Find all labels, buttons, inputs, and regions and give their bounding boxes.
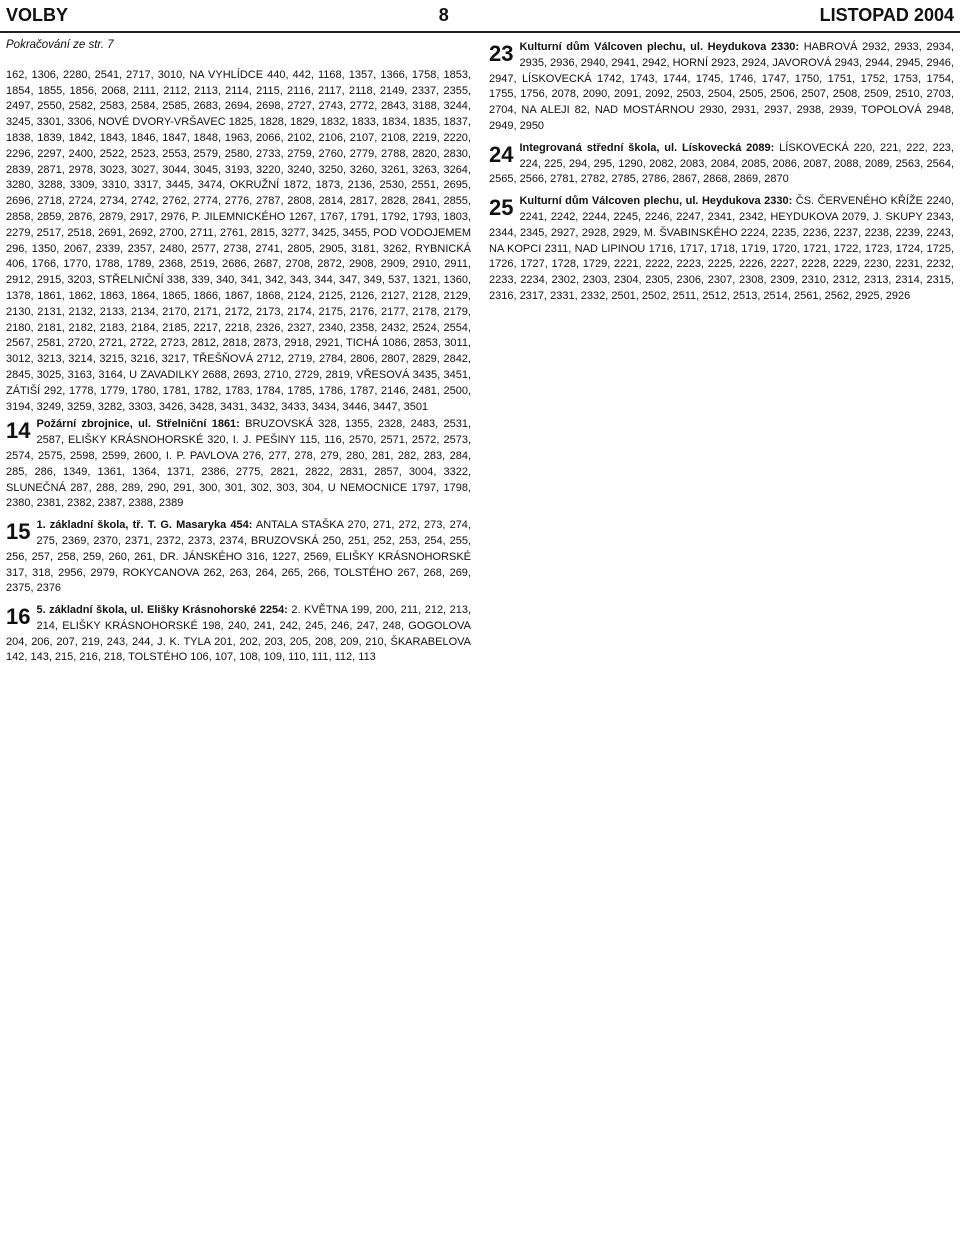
district-number: 25 xyxy=(489,195,514,221)
district-streets: HABROVÁ 2932, 2933, 2934, 2935, 2936, 2940, 2941, 2942, HORNÍ 2923, 2924, JAVOROVÁ 2943, 2944, 2945, 2946, 2947, LÍSKOVECKÁ 1742, 1743, 1744, 1745, 1746, 1747, 1750, 1751, 1752, 1753, 1754, 1755, 1756, 2078, 2090, 2091, 2092, 2503, 2504, 2505, 2506, 2507, 2508, 2509, 2510, 2703, 2704, NA ALEJI 82, NAD MOSTÁRNOU 2930, 2931, 2937, 2938, 2939, TOPOLOVÁ 2948, 2949, 2950 xyxy=(489,41,954,132)
district-number: 14 xyxy=(6,418,31,444)
district-streets: 2. KVĚTNA 199, 200, 211, 212, 213, 214, ELIŠKY KRÁSNOHORSKÉ 198, 240, 241, 242, 245, 246, 247, 248, GOGOLOVA 204, 206, 207, 219, 243, 244, J. K. TYLA 201, 202, 203, 205, 208, 209, 210, ŠKARABELOVA 142, 143, 215, 216, 218, TOLSTÉHO 106, 107, 108, 109, 110, 111, 112, 113 xyxy=(6,604,471,664)
header-page-number: 8 xyxy=(438,5,449,25)
polling-station-name: Kulturní dům Válcoven plechu, ul. Heydukova 2330: xyxy=(519,41,800,53)
district-number: 15 xyxy=(6,519,31,545)
continuation-text xyxy=(6,68,471,416)
district-streets: ANTALA STAŠKA 270, 271, 272, 273, 274, 275, 2369, 2370, 2371, 2372, 2373, 2374, BRUZOVSKÁ 250, 251, 252, 253, 254, 255, 256, 257, 258, 259, 260, 261, DR. JÁNSKÉHO 316, 1227, 2569, ELIŠKY KRÁSNOHORSKÉ 317, 318, 2956, 2979, ROKYCANOVA 262, 263, 264, 265, 266, TOLSTÉHO 267, 268, 269, 2375, 2376 xyxy=(6,519,471,595)
district-block xyxy=(489,141,954,188)
polling-station-name: Požární zbrojnice, ul. Střelniční 1861: xyxy=(36,418,240,431)
left-district-list xyxy=(6,417,471,666)
continuation-note: Pokračování ze str. 7 xyxy=(6,39,114,51)
district-block xyxy=(6,603,471,666)
district-number: 24 xyxy=(489,141,514,167)
header-section-title: VOLBY xyxy=(6,5,69,25)
page-header xyxy=(0,0,960,31)
polling-station-name: Integrovaná střední škola, ul. Lískovecká 2089: xyxy=(519,141,775,154)
polling-station-name: Kulturní dům Válcoven plechu, ul. Heydukova 2330: xyxy=(519,195,793,208)
district-streets: ČS. ČERVENÉHO KŘÍŽE 2240, 2241, 2242, 2244, 2245, 2246, 2247, 2341, 2342, HEYDUKOVA 2079, J. SKUPY 2343, 2344, 2345, 2927, 2928, 2929, M. ŠVABINSKÉHO 2224, 2235, 2236, 2237, 2238, 2239, 2243, NA KOPCI 2311, NAD LIPINOU 1716, 1717, 1718, 1719, 1720, 1721, 1722, 1723, 1724, 1725, 1726, 1727, 1728, 1729, 2221, 2222, 2223, 2225, 2226, 2227, 2228, 2229, 2230, 2231, 2232, 2233, 2234, 2302, 2303, 2304, 2305, 2306, 2307, 2308, 2309, 2310, 2312, 2313, 2314, 2315, 2316, 2317, 2331, 2332, 2501, 2502, 2511, 2512, 2513, 2514, 2561, 2562, 2925, 2926 xyxy=(489,195,954,302)
polling-station-name: 5. základní škola, ul. Elišky Krásnohorské 2254: xyxy=(36,604,288,617)
article-columns xyxy=(6,38,954,1227)
district-streets: LÍSKOVECKÁ 220, 221, 222, 223, 224, 225, 294, 295, 1290, 2082, 2083, 2084, 2085, 2086, 2087, 2088, 2089, 2563, 2564, 2565, 2566, 2781, 2782, 2785, 2786, 2867, 2868, 2869, 2870 xyxy=(489,141,954,186)
left-column xyxy=(6,38,471,1227)
right-district-list xyxy=(489,40,954,305)
polling-station-name: 1. základní škola, tř. T. G. Masaryka 454: xyxy=(36,519,253,532)
right-column xyxy=(489,38,954,1227)
district-block xyxy=(6,417,471,512)
header-divider xyxy=(0,31,960,33)
district-block xyxy=(489,194,954,305)
header-issue-date: LISTOPAD 2004 xyxy=(819,5,954,25)
district-block xyxy=(489,40,954,135)
district-number: 16 xyxy=(6,604,31,630)
district-number: 23 xyxy=(489,41,514,66)
district-streets: BRUZOVSKÁ 328, 1355, 2328, 2483, 2531, 2587, ELIŠKY KRÁSNOHORSKÉ 320, I. J. PEŠINY 115, 116, 2570, 2571, 2572, 2573, 2574, 2575, 2598, 2599, 2600, I. P. PAVLOVA 276, 277, 278, 279, 280, 281, 282, 283, 284, 285, 286, 1349, 1361, 1364, 1371, 2386, 2775, 2821, 2822, 2831, 2857, 3004, 3322, SLUNEČNÁ 287, 288, 289, 290, 291, 300, 301, 302, 303, 304, U NEMOCNICE 1797, 1798, 2380, 2381, 2382, 2387, 2388, 2389 xyxy=(6,418,471,510)
street-list-paragraph: 162, 1306, 2280, 2541, 2717, 3010, NA VYHLÍDCE 440, 442, 1168, 1357, 1366, 1758, 1853, 1854, 1855, 1856, 2068, 2111, 2112, 2113, 2114, 2115, 2116, 2117, 2118, 2149, 2337, 2355, 2497, 2550, 2582, 2583, 2584, 2585, 2683, 2694, 2698, 2727, 2743, 2772, 2843, 3188, 3244, 3245, 3301, 3306, NOVÉ DVORY-VRŠAVEC 1825, 1828, 1829, 1832, 1833, 1834, 1835, 1837, 1838, 1839, 1842, 1843, 1846, 1847, 1848, 1963, 2066, 2102, 2106, 2107, 2108, 2219, 2220, 2296, 2297, 2400, 2522, 2523, 2553, 2579, 2580, 2733, 2759, 2760, 2779, 2788, 2820, 2830, 2839, 2871, 2978, 3023, 3027, 3044, 3045, 3193, 3220, 3240, 3250, 3260, 3261, 3263, 3264, 3280, 3288, 3309, 3310, 3317, 3445, 3474, OKRUŽNÍ 1872, 1873, 2136, 2530, 2551, 2695, 2696, 2718, 2724, 2734, 2742, 2762, 2774, 2776, 2787, 2808, 2814, 2817, 2828, 2841, 2855, 2858, 2859, 2876, 2879, 2917, 2976, P. JILEMNICKÉHO 1267, 1767, 1791, 1792, 1793, 1803, 2279, 2517, 2518, 2691, 2692, 2700, 2711, 2761, 2815, 3277, 3425, 3455, POD VODOJEMEM 296, 1350, 2067, 2339, 2357, 2480, 2577, 2738, 2741, 2805, 2905, 3181, 3262, RYBNICKÁ 406, 1766, 1770, 1788, 1789, 2368, 2519, 2686, 2687, 2708, 2872, 2908, 2909, 2910, 2911, 2912, 2915, 3203, STŘELNIČNÍ 338, 339, 340, 341, 342, 343, 344, 347, 349, 537, 1321, 1360, 1378, 1861, 1862, 1863, 1864, 1865, 1866, 1867, 1868, 2124, 2125, 2126, 2127, 2128, 2129, 2130, 2131, 2132, 2133, 2134, 2170, 2171, 2172, 2173, 2174, 2175, 2176, 2177, 2178, 2179, 2180, 2181, 2182, 2183, 2184, 2185, 2217, 2218, 2326, 2327, 2340, 2358, 2432, 2524, 2554, 2567, 2581, 2720, 2721, 2722, 2723, 2812, 2818, 2873, 2918, 2921, TICHÁ 1086, 2853, 3011, 3012, 3213, 3214, 3215, 3216, 3217, TŘEŠŇOVÁ 2712, 2719, 2784, 2806, 2807, 2829, 2842, 2845, 3025, 3163, 3164, U ZAVADILKY 2688, 2693, 2710, 2729, 2819, VŘESOVÁ 3435, 3451, ZÁTIŠÍ 292, 1778, 1779, 1780, 1781, 1782, 1783, 1784, 1785, 1786, 1787, 2146, 2481, 2500, 3194, 3249, 3259, 3282, 3303, 3426, 3428, 3431, 3432, 3433, 3434, 3446, 3447, 3501 xyxy=(6,68,471,413)
district-block xyxy=(6,518,471,597)
